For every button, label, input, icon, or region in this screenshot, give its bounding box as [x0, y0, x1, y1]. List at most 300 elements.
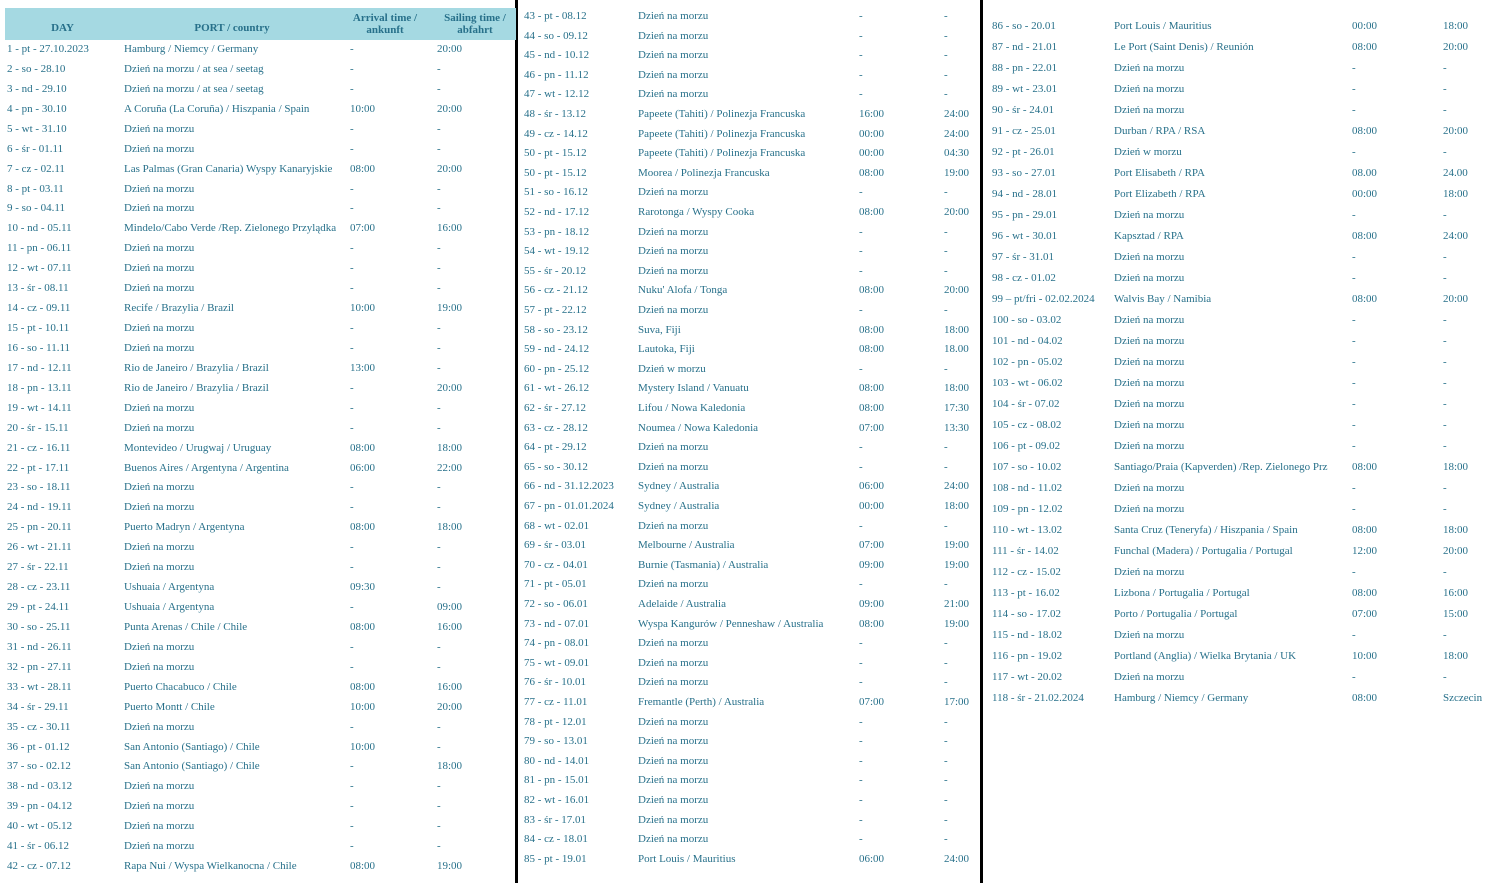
table-row	[984, 58, 1503, 78]
table-row	[984, 289, 1503, 309]
arrival-cell: 00:00	[1352, 20, 1378, 32]
sailing-cell: -	[437, 740, 441, 753]
sailing-cell: 24:00	[944, 480, 970, 493]
day-cell: 113 - pt - 16.02	[992, 587, 1060, 599]
day-cell: 105 - cz - 08.02	[992, 419, 1062, 431]
port-cell: Dzień na morzu	[1114, 104, 1185, 116]
table-row	[519, 712, 980, 732]
table-row	[519, 731, 980, 751]
day-cell: 90 - śr - 24.01	[992, 104, 1055, 116]
table-row	[0, 517, 516, 537]
table-row	[519, 241, 980, 261]
sailing-cell: -	[437, 142, 441, 155]
arrival-cell: -	[350, 62, 354, 75]
day-cell: 112 - cz - 15.02	[992, 566, 1061, 578]
port-cell: Dzień na morzu	[124, 341, 195, 354]
sailing-cell: -	[437, 361, 441, 374]
sailing-cell: 24:00	[944, 127, 970, 140]
port-cell: Rapa Nui / Wyspa Wielkanocna / Chile	[124, 860, 297, 873]
sailing-cell: -	[437, 401, 441, 414]
table-row	[519, 849, 980, 869]
port-cell: Portland (Anglia) / Wielka Brytania / UK	[1114, 650, 1297, 662]
port-cell: Buenos Aires / Argentyna / Argentina	[124, 461, 289, 474]
port-cell: Rio de Janeiro / Brazylia / Brazil	[124, 361, 269, 374]
port-cell: Dzień w morzu	[638, 362, 706, 375]
table-row	[984, 562, 1503, 582]
port-cell: Dzień na morzu	[124, 820, 195, 833]
port-cell: Dzień na morzu	[638, 186, 709, 199]
day-cell: 64 - pt - 29.12	[524, 441, 587, 454]
day-cell: 67 - pn - 01.01.2024	[524, 500, 614, 512]
arrival-cell: -	[859, 676, 863, 689]
table-row	[519, 104, 980, 124]
day-cell: 36 - pt - 01.12	[7, 740, 70, 753]
port-cell: Walvis Bay / Namibia	[1114, 293, 1212, 305]
arrival-cell: -	[350, 720, 354, 733]
table-header	[5, 8, 516, 40]
arrival-cell: -	[1352, 146, 1356, 158]
arrival-cell: 07:00	[859, 539, 885, 552]
arrival-cell: -	[859, 88, 863, 101]
port-cell: Porto / Portugalia / Portugal	[1114, 608, 1238, 620]
sailing-cell: 15:00	[1443, 608, 1469, 620]
port-cell: Lautoka, Fiji	[638, 343, 695, 356]
table-row	[984, 625, 1503, 645]
sailing-cell: -	[437, 660, 441, 673]
sailing-cell: -	[1443, 104, 1447, 116]
sailing-cell: -	[944, 29, 948, 42]
table-row	[519, 653, 980, 673]
arrival-cell: 16:00	[859, 108, 885, 120]
arrival-cell: -	[1352, 398, 1356, 410]
arrival-cell: -	[350, 43, 354, 55]
day-cell: 98 - cz - 01.02	[992, 272, 1056, 284]
arrival-cell: -	[350, 341, 354, 354]
arrival-cell: -	[859, 29, 863, 42]
arrival-cell: -	[1352, 419, 1356, 431]
port-cell: Dzień na morzu	[124, 202, 195, 215]
day-cell: 11 - pn - 06.11	[7, 242, 72, 255]
day-cell: 53 - pn - 18.12	[524, 225, 590, 238]
port-cell: Ushuaia / Argentyna	[124, 581, 215, 594]
arrival-cell: 08.00	[1352, 167, 1377, 179]
day-cell: 109 - pn - 12.02	[992, 503, 1063, 515]
day-cell: 45 - nd - 10.12	[524, 49, 590, 62]
port-cell: Dzień na morzu	[638, 735, 709, 748]
port-cell: Dzień na morzu	[638, 29, 709, 42]
table-row	[984, 121, 1503, 141]
port-cell: Burnie (Tasmania) / Australia	[638, 558, 769, 571]
day-cell: 38 - nd - 03.12	[7, 780, 73, 793]
port-cell: Dzień na morzu	[1114, 272, 1185, 284]
day-cell: 87 - nd - 21.01	[992, 41, 1058, 53]
sailing-cell: 18:00	[437, 521, 463, 534]
table-row	[984, 667, 1503, 687]
sailing-cell: 20:00	[1443, 41, 1469, 53]
port-cell: Mystery Island / Vanuatu	[638, 382, 749, 395]
day-cell: 8 - pt - 03.11	[7, 182, 64, 195]
port-cell: Dzień na morzu	[124, 840, 195, 853]
table-row	[519, 496, 980, 516]
day-cell: 58 - so - 23.12	[524, 323, 588, 336]
sailing-cell: 18:00	[944, 500, 970, 512]
sailing-cell: 18:00	[437, 760, 463, 773]
port-cell: Wyspa Kangurów / Penneshaw / Australia	[638, 617, 824, 630]
arrival-cell: 08:00	[1352, 692, 1378, 704]
table-row	[0, 218, 516, 238]
port-cell: Dzień na morzu	[1114, 356, 1185, 368]
table-row	[519, 437, 980, 457]
table-row	[984, 688, 1503, 708]
port-cell: Le Port (Saint Denis) / Reunión	[1114, 41, 1254, 53]
table-row	[0, 697, 516, 717]
table-row	[519, 280, 980, 300]
day-cell: 103 - wt - 06.02	[992, 377, 1063, 389]
port-cell: Dzień na morzu	[638, 460, 709, 473]
arrival-cell: -	[1352, 83, 1356, 95]
sailing-cell: 16:00	[1443, 587, 1469, 599]
arrival-cell: -	[859, 460, 863, 473]
header-arrival-line1: Arrival time /	[352, 12, 418, 24]
table-row	[984, 142, 1503, 162]
sailing-cell: -	[437, 840, 441, 853]
sailing-cell: 09:00	[437, 601, 463, 614]
table-row	[519, 320, 980, 340]
port-cell: Suva, Fiji	[638, 323, 681, 336]
sailing-cell: 18.00	[944, 343, 969, 356]
port-cell: Dzień na morzu	[1114, 671, 1185, 683]
sailing-cell: -	[944, 656, 948, 669]
day-cell: 20 - śr - 15.11	[7, 421, 69, 434]
sailing-cell: -	[437, 182, 441, 195]
day-cell: 65 - so - 30.12	[524, 460, 588, 473]
table-row	[0, 159, 516, 179]
sailing-cell: 24.00	[1443, 167, 1468, 179]
day-cell: 47 - wt - 12.12	[524, 88, 590, 101]
table-row	[0, 258, 516, 278]
arrival-cell: -	[1352, 62, 1356, 74]
arrival-cell: -	[1352, 314, 1356, 326]
day-cell: 56 - cz - 21.12	[524, 284, 588, 297]
day-cell: 95 - pn - 29.01	[992, 209, 1058, 221]
sailing-cell: -	[944, 460, 948, 473]
sailing-cell: -	[437, 282, 441, 295]
sailing-cell: 24:00	[1443, 230, 1469, 242]
sailing-cell: 18:00	[1443, 650, 1469, 662]
table-row	[984, 457, 1503, 477]
sailing-cell: -	[944, 245, 948, 258]
table-row	[0, 497, 516, 517]
table-row	[519, 790, 980, 810]
table-row	[0, 537, 516, 557]
sailing-cell: -	[944, 754, 948, 767]
port-cell: Rarotonga / Wyspy Cooka	[638, 206, 755, 218]
header-arrival-line2: ankunft	[366, 24, 404, 36]
day-cell: 4 - pn - 30.10	[7, 102, 67, 115]
arrival-cell: 10:00	[350, 302, 376, 315]
sailing-cell: Szczecin	[1443, 692, 1483, 704]
table-row	[0, 59, 516, 79]
arrival-cell: 08:00	[350, 860, 376, 873]
day-cell: 71 - pt - 05.01	[524, 578, 587, 591]
sailing-cell: 19:00	[437, 860, 463, 873]
table-row	[0, 79, 516, 99]
table-row	[984, 310, 1503, 330]
table-row	[0, 597, 516, 617]
port-cell: Dzień na morzu	[638, 68, 709, 81]
arrival-cell: -	[1352, 503, 1356, 515]
table-row	[984, 352, 1503, 372]
day-cell: 104 - śr - 07.02	[992, 398, 1060, 410]
table-row	[519, 398, 980, 418]
arrival-cell: -	[350, 262, 354, 275]
table-row	[0, 358, 516, 378]
table-row	[0, 796, 516, 816]
sailing-cell: 17:00	[944, 696, 970, 708]
table-row	[984, 436, 1503, 456]
arrival-cell: 00:00	[859, 500, 885, 512]
day-cell: 55 - śr - 20.12	[524, 264, 587, 277]
arrival-cell: 08:00	[859, 617, 885, 630]
port-cell: Dzień na morzu	[124, 182, 195, 195]
port-cell: Dzień na morzu	[638, 49, 709, 62]
arrival-cell: -	[1352, 377, 1356, 389]
day-cell: 69 - śr - 03.01	[524, 539, 587, 552]
day-cell: 30 - so - 25.11	[7, 620, 71, 633]
sailing-cell: -	[437, 421, 441, 434]
port-cell: Dzień na morzu	[1114, 440, 1185, 452]
day-cell: 17 - nd - 12.11	[7, 361, 72, 374]
port-cell: Noumea / Nowa Kaledonia	[638, 421, 759, 434]
port-cell: Dzień na morzu	[638, 656, 709, 669]
sailing-cell: -	[437, 581, 441, 594]
sailing-cell: -	[437, 262, 441, 275]
day-cell: 66 - nd - 31.12.2023	[524, 480, 614, 493]
arrival-cell: 00:00	[1352, 188, 1378, 200]
port-cell: Dzień na morzu	[638, 441, 709, 454]
day-cell: 102 - pn - 05.02	[992, 356, 1063, 368]
table-row	[0, 238, 516, 258]
day-cell: 75 - wt - 09.01	[524, 656, 590, 669]
day-cell: 51 - so - 16.12	[524, 186, 588, 199]
port-cell: Dzień na morzu	[124, 561, 195, 574]
arrival-cell: -	[859, 264, 863, 277]
arrival-cell: -	[350, 780, 354, 793]
arrival-cell: 08:00	[1352, 524, 1378, 536]
day-cell: 1 - pt - 27.10.2023	[7, 43, 89, 55]
sailing-cell: -	[944, 186, 948, 199]
port-cell: Dzień na morzu	[124, 142, 195, 155]
arrival-cell: -	[859, 774, 863, 787]
table-row	[0, 677, 516, 697]
sailing-cell: -	[1443, 419, 1447, 431]
table-row	[0, 438, 516, 458]
arrival-cell: -	[350, 142, 354, 155]
port-cell: Dzień na morzu	[1114, 335, 1185, 347]
sailing-cell: 20:00	[437, 162, 463, 175]
day-cell: 81 - pn - 15.01	[524, 774, 590, 787]
sailing-cell: -	[944, 88, 948, 101]
table-row	[0, 458, 516, 478]
day-cell: 23 - so - 18.11	[7, 481, 71, 494]
arrival-cell: -	[1352, 251, 1356, 263]
port-cell: Dzień na morzu	[1114, 419, 1185, 431]
sailing-cell: -	[944, 715, 948, 728]
table-row	[519, 770, 980, 790]
port-cell: Hamburg / Niemcy / Germany	[1114, 692, 1249, 704]
arrival-cell: -	[350, 381, 354, 394]
arrival-cell: -	[859, 362, 863, 375]
table-row	[519, 810, 980, 830]
port-cell: Dzień na morzu	[638, 813, 709, 826]
sailing-cell: -	[1443, 629, 1447, 641]
sailing-cell: 16:00	[437, 222, 463, 235]
sailing-cell: -	[437, 820, 441, 833]
port-cell: Dzień na morzu	[638, 304, 709, 316]
day-cell: 70 - cz - 04.01	[524, 558, 588, 571]
port-cell: Dzień na morzu	[1114, 62, 1185, 74]
arrival-cell: 08:00	[350, 521, 376, 534]
port-cell: Sydney / Australia	[638, 500, 720, 512]
arrival-cell: 07:00	[859, 696, 885, 708]
sailing-cell: 18:00	[1443, 461, 1469, 473]
day-cell: 52 - nd - 17.12	[524, 206, 590, 218]
arrival-cell: 06:00	[350, 461, 376, 474]
arrival-cell: 09:30	[350, 581, 376, 594]
arrival-cell: 07:00	[350, 222, 376, 235]
day-cell: 110 - wt - 13.02	[992, 524, 1063, 536]
sailing-cell: -	[944, 225, 948, 238]
arrival-cell: -	[350, 282, 354, 295]
sailing-cell: -	[944, 794, 948, 806]
day-cell: 10 - nd - 05.11	[7, 222, 72, 235]
table-row	[984, 646, 1503, 666]
day-cell: 74 - pn - 08.01	[524, 637, 590, 650]
table-row	[519, 535, 980, 555]
arrival-cell: -	[859, 813, 863, 826]
day-cell: 68 - wt - 02.01	[524, 519, 590, 532]
day-cell: 115 - nd - 18.02	[992, 629, 1063, 641]
arrival-cell: 13:00	[350, 361, 376, 374]
sailing-cell: 22:00	[437, 461, 463, 474]
day-cell: 111 - śr - 14.02	[992, 545, 1059, 557]
table-row	[0, 756, 516, 776]
port-cell: Dzień na morzu	[638, 637, 709, 650]
day-cell: 101 - nd - 04.02	[992, 335, 1063, 347]
header-arrival	[345, 12, 425, 36]
day-cell: 108 - nd - 11.02	[992, 482, 1063, 494]
day-cell: 44 - so - 09.12	[524, 29, 588, 42]
arrival-cell: -	[350, 601, 354, 614]
port-cell: Port Elizabeth / RPA	[1114, 188, 1206, 200]
table-row	[984, 226, 1503, 246]
sailing-cell: -	[1443, 398, 1447, 410]
sailing-cell: -	[944, 833, 948, 846]
sailing-cell: 24:00	[944, 852, 970, 865]
arrival-cell: -	[350, 421, 354, 434]
port-cell: Melbourne / Australia	[638, 539, 735, 552]
arrival-cell: -	[350, 322, 354, 335]
table-row	[519, 202, 980, 222]
arrival-cell: -	[350, 202, 354, 215]
sailing-cell: -	[944, 362, 948, 375]
day-cell: 62 - śr - 27.12	[524, 402, 587, 414]
port-cell: Dzień na morzu / at sea / seetag	[124, 62, 264, 75]
port-cell: Dzień na morzu	[638, 225, 709, 238]
arrival-cell: -	[350, 122, 354, 135]
sailing-cell: -	[437, 82, 441, 95]
table-row	[984, 604, 1503, 624]
port-cell: Papeete (Tahiti) / Polinezja Francuska	[638, 147, 806, 160]
port-cell: Ushuaia / Argentyna	[124, 601, 215, 614]
port-cell: Recife / Brazylia / Brazil	[124, 302, 234, 315]
sailing-cell: -	[437, 322, 441, 335]
table-row	[519, 45, 980, 65]
sailing-cell: 19:00	[944, 617, 970, 630]
port-cell: Dzień na morzu	[1114, 398, 1185, 410]
sailing-cell: -	[437, 341, 441, 354]
sailing-cell: -	[944, 441, 948, 454]
arrival-cell: 08:00	[1352, 125, 1378, 137]
port-cell: Hamburg / Niemcy / Germany	[124, 43, 259, 55]
sailing-cell: 17:30	[944, 402, 970, 414]
table-row	[0, 398, 516, 418]
table-row	[984, 247, 1503, 267]
header-sailing-line1: Sailing time /	[444, 12, 506, 24]
arrival-cell: 08:00	[1352, 461, 1378, 473]
port-cell: Durban / RPA / RSA	[1114, 125, 1206, 137]
port-cell: Dzień na morzu	[638, 245, 709, 258]
table-row	[984, 478, 1503, 498]
sailing-cell: 20:00	[944, 206, 970, 218]
arrival-cell: -	[1352, 272, 1356, 284]
arrival-cell: -	[859, 186, 863, 199]
port-cell: Puerto Montt / Chile	[124, 700, 215, 713]
day-cell: 15 - pt - 10.11	[7, 322, 70, 335]
arrival-cell: -	[350, 481, 354, 494]
arrival-cell: -	[350, 760, 354, 773]
sailing-cell: -	[1443, 62, 1447, 74]
sailing-cell: 19:00	[944, 539, 970, 552]
table-row	[0, 717, 516, 737]
arrival-cell: 06:00	[859, 480, 885, 493]
sailing-cell: -	[1443, 566, 1447, 578]
table-row	[519, 516, 980, 536]
arrival-cell: 08:00	[350, 162, 376, 175]
arrival-cell: -	[350, 800, 354, 813]
table-row	[984, 331, 1503, 351]
day-cell: 116 - pn - 19.02	[992, 650, 1063, 662]
day-cell: 33 - wt - 28.11	[7, 680, 72, 693]
day-cell: 80 - nd - 14.01	[524, 754, 590, 767]
port-cell: Dzień na morzu	[124, 541, 195, 554]
day-cell: 57 - pt - 22.12	[524, 304, 587, 316]
arrival-cell: -	[859, 833, 863, 846]
port-cell: Port Elisabeth / RPA	[1114, 167, 1205, 179]
port-cell: Dzień na morzu	[124, 800, 195, 813]
sailing-cell: -	[1443, 209, 1447, 221]
day-cell: 40 - wt - 05.12	[7, 820, 73, 833]
arrival-cell: -	[350, 820, 354, 833]
table-row	[0, 856, 516, 876]
table-row	[519, 476, 980, 496]
arrival-cell: -	[1352, 482, 1356, 494]
sailing-cell: -	[437, 62, 441, 75]
port-cell: Sydney / Australia	[638, 480, 720, 493]
table-row	[519, 829, 980, 849]
arrival-cell: 07:00	[1352, 608, 1378, 620]
arrival-cell: -	[859, 245, 863, 258]
